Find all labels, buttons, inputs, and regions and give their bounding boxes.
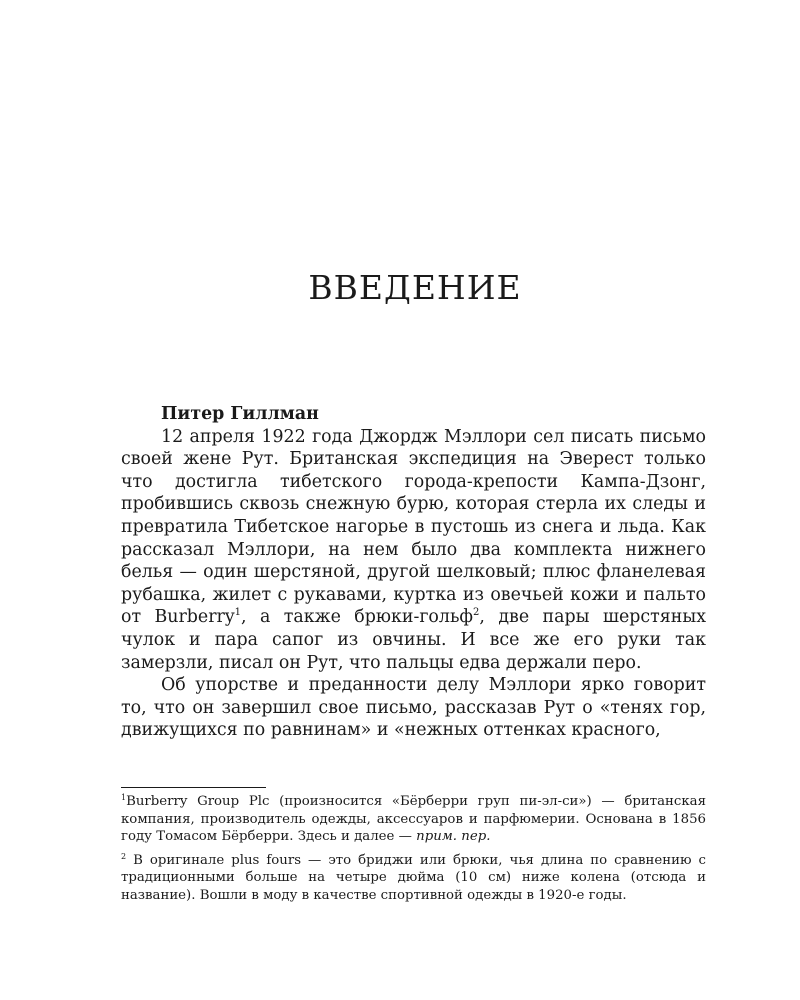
footnote-1-translator-note: прим. пер.	[416, 829, 491, 844]
author-name: Питер Гиллман	[161, 404, 319, 424]
paragraph-1-part-a: 12 апреля 1922 года Джордж Мэллори сел писать письмо своей жене Рут. Британская экспедиция на Эверест только что достигла тибетского города-крепости Кампа-Дзонг, пробившись сквозь снежную бурю, которая стерла их следы и превратила Тибетское нагорье в пустошь из снега и льда. Как рассказал Мэллори, на нем было два комплекта нижнего белья — один шерстяной, другой шелковый; плюс фланелевая рубашка, жилет с рукавами, куртка из овечьей кожи и пальто от Burberry	[121, 426, 706, 628]
footnote-divider	[121, 787, 266, 788]
footnote-mark-1[interactable]: 1	[234, 607, 242, 619]
paragraph-2: Об упорстве и преданности делу Мэллори ярко говорит то, что он завершил свое письмо, рассказав Рут о «тенях гор, движущихся по равнинам» и «нежных оттенках красного,	[121, 675, 706, 741]
paragraph-1-part-b: , а также брюки-гольф	[241, 607, 474, 628]
footnote-2-number: 2	[121, 851, 127, 861]
paragraph-1	[121, 426, 706, 675]
chapter-title: ВВЕДЕНИЕ	[308, 268, 522, 307]
footnotes	[121, 793, 706, 910]
footnote-1-text: Burberry Group Plc (произносится «Бёрберри груп пи-эл-си») — британская компания, производитель одежды, аксессуаров и парфюмерии. Основана в 1856 году Томасом Бёрберри. Здесь и далее —	[121, 794, 706, 844]
footnote-1-number: 1	[121, 793, 127, 802]
footnote-2	[121, 852, 706, 905]
footnote-mark-2[interactable]: 2	[473, 607, 480, 619]
paragraph-1-part-c: , две пары шерстяных чулок и пара сапог из овчины. И все же его руки так замерзли, писал он Рут, что пальцы едва держали перо.	[121, 607, 707, 673]
footnote-2-text: В оригинале plus fours — это бриджи или брюки, чья длина по сравнению с традиционными больше на четыре дюйма (10 см) ниже колена (отсюда и название). Вошли в моду в качестве спортивной одежды в 1920-е годы.	[121, 852, 706, 903]
body-text	[121, 403, 706, 742]
footnote-1	[121, 793, 706, 846]
